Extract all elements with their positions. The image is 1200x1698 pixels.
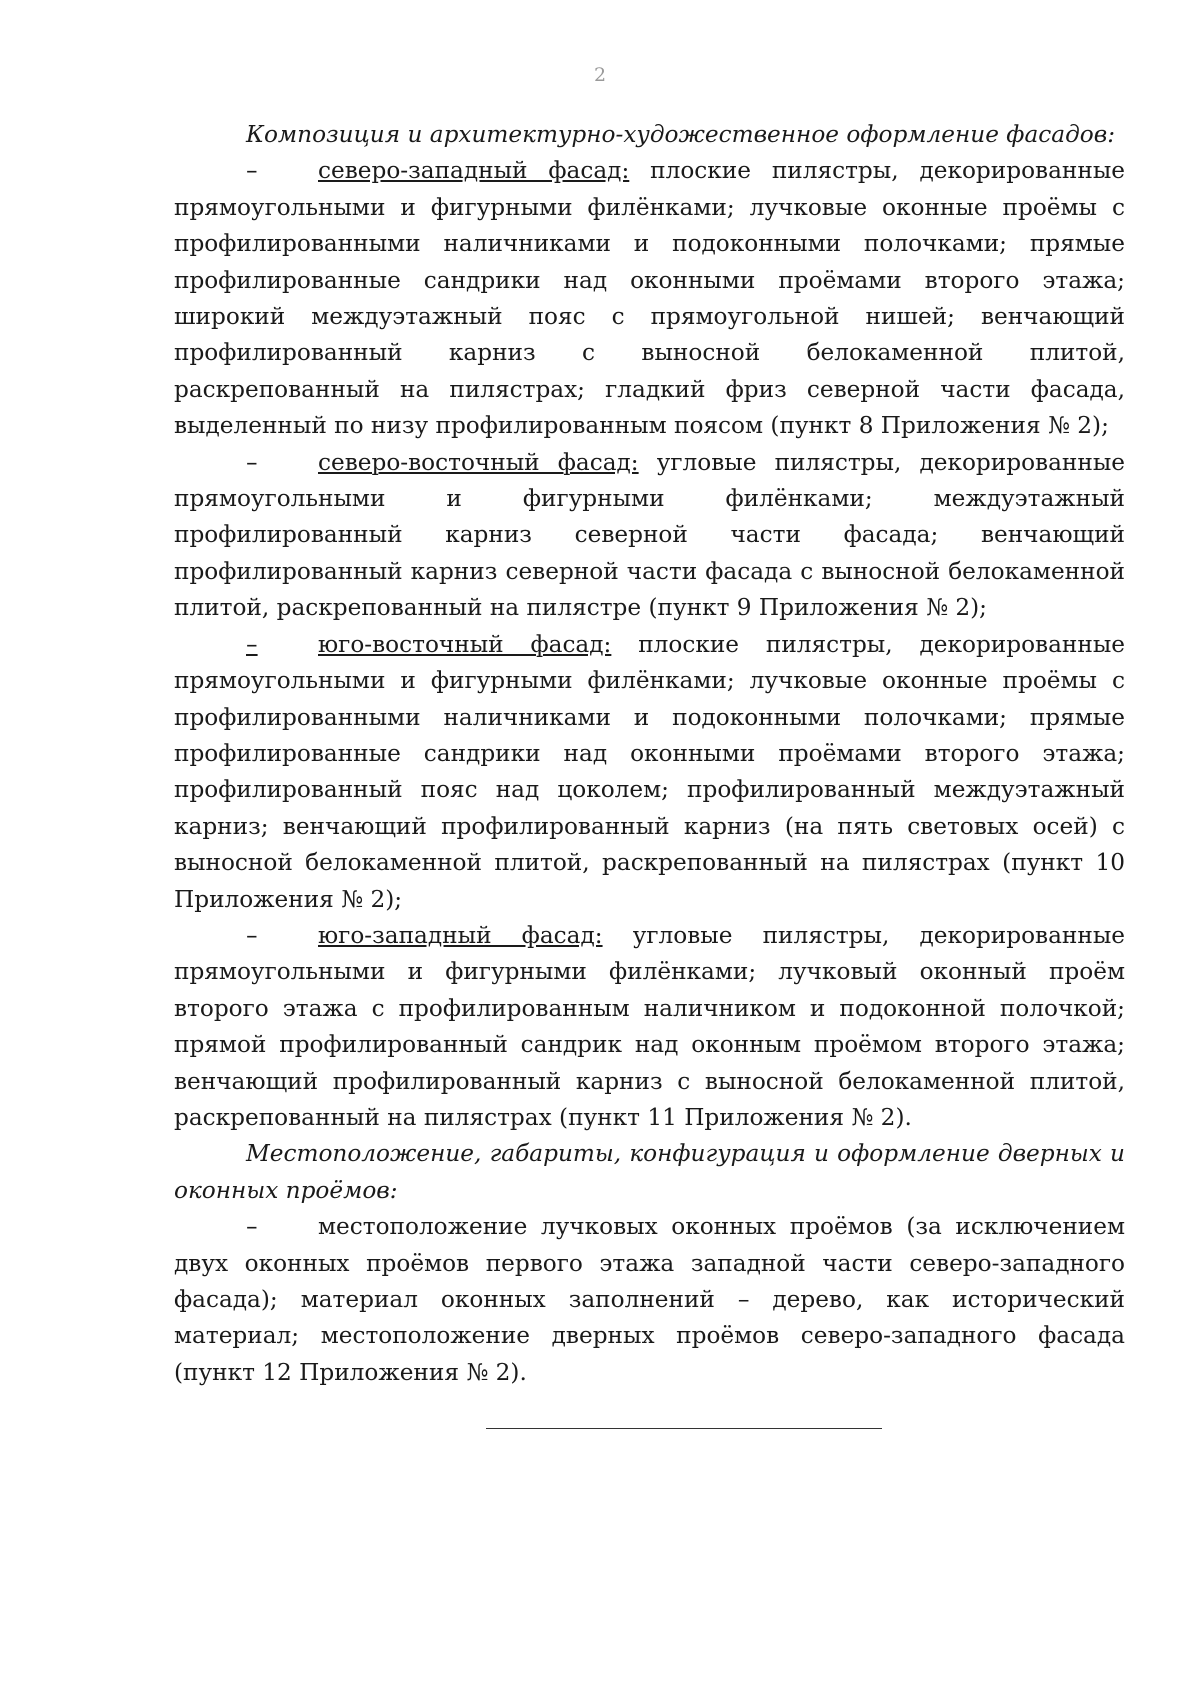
facade-name-northeast: северо-восточный фасад: — [318, 448, 639, 476]
list-item-northeast-facade — [174, 445, 1125, 627]
list-item-openings — [174, 1209, 1125, 1391]
list-dash: – — [246, 448, 258, 476]
section-heading-openings: Местоположение, габариты, конфигурация и оформление дверных и оконных проёмов: — [174, 1140, 1125, 1204]
page-number: 2 — [593, 64, 607, 86]
facade-description-southeast: плоские пилястры, декорированные прямоугольными и фигурными филёнками; лучковые оконные проёмы с профилированными наличниками и подоконными полочками; прямые профилированные сандрики над оконными проёмами второго этажа; профилированный пояс над цоколем; профилированный междуэтажный карниз; венчающий профилированный карниз (на пять световых осей) с выносной белокаменной плитой, раскрепованный на пилястрах (пункт 10 Приложения № 2); — [174, 630, 1126, 913]
facade-name-northwest: северо-западный фасад: — [318, 157, 630, 185]
list-dash: – — [246, 1213, 258, 1241]
openings-description: местоположение лучковых оконных проёмов (за исключением двух оконных проёмов первого этажа западной части северо-западного фасада); материал оконных заполнений – дерево, как исторический материал; местоположение дверных проёмов северо-западного фасада (пункт 12 Приложения № 2). — [174, 1213, 1125, 1386]
list-dash: – — [246, 630, 258, 658]
list-item-southeast-facade — [174, 627, 1125, 918]
list-dash: – — [246, 921, 258, 949]
end-of-document-rule — [486, 1428, 882, 1429]
list-item-southwest-facade — [174, 918, 1125, 1136]
list-item-northwest-facade — [174, 153, 1125, 444]
list-dash: – — [246, 157, 258, 185]
facade-description-northwest: плоские пилястры, декорированные прямоугольными и фигурными филёнками; лучковые оконные проёмы с профилированными наличниками и подоконными полочками; прямые профилированные сандрики над оконными проёмами второго этажа; широкий междуэтажный пояс с прямоугольной нишей; венчающий профилированный карниз с выносной белокаменной плитой, раскрепованный на пилястрах; гладкий фриз северной части фасада, выделенный по низу профилированным поясом (пункт 8 Приложения № 2); — [174, 157, 1125, 440]
facade-name-southwest: юго-западный фасад: — [318, 921, 603, 949]
section-heading-facades: Композиция и архитектурно-художественное оформление фасадов: — [246, 121, 1116, 148]
facade-description-southwest: угловые пилястры, декорированные прямоугольными и фигурными филёнками; лучковый оконный проём второго этажа с профилированным наличником и подоконной полочкой; прямой профилированный сандрик над оконным проёмом второго этажа; венчающий профилированный карниз с выносной белокаменной плитой, раскрепованный на пилястрах (пункт 11 Приложения № 2). — [174, 921, 1126, 1131]
facade-name-southeast: юго-восточный фасад: — [318, 630, 612, 658]
facade-description-northeast: угловые пилястры, декорированные прямоугольными и фигурными филёнками; междуэтажный профилированный карниз северной части фасада; венчающий профилированный карниз северной части фасада с выносной белокаменной плитой, раскрепованный на пилястре (пункт 9 Приложения № 2); — [174, 448, 1126, 622]
document-body — [174, 117, 1125, 1391]
